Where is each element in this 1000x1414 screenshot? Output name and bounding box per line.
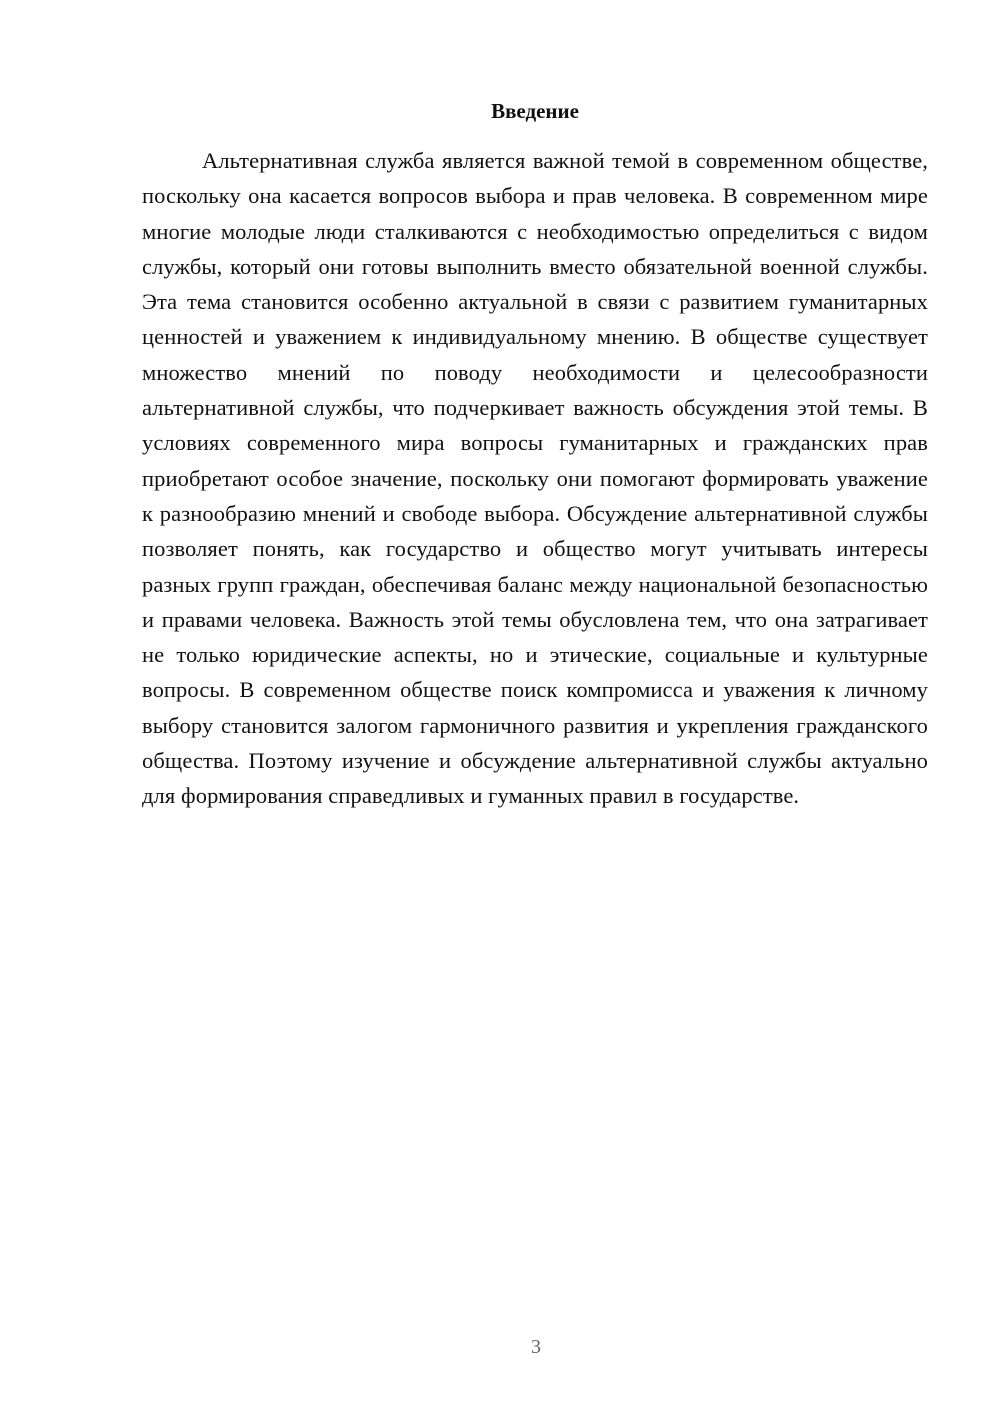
section-heading: Введение [491, 99, 579, 123]
page-number: 3 [531, 1336, 541, 1358]
body-paragraph: Альтернативная служба является важной темой в современном обществе, поскольку она касается вопросов выбора и прав человека. В современном мире многие молодые люди сталкиваются с необходимостью определиться с видом службы, который они готовы выполнить вместо обязательной военной службы. Эта тема становится особенно актуальной в связи с развитием гуманитарных ценностей и уважением к индивидуальному мнению. В обществе существует множество мнений по поводу необходимости и целесообразности альтернативной службы, что подчеркивает важность обсуждения этой темы. В условиях современного мира вопросы гуманитарных и гражданских прав приобретают особое значение, поскольку они помогают формировать уважение к разнообразию мнений и свободе выбора. Обсуждение альтернативной службы позволяет понять, как государство и общество могут учитывать интересы разных групп граждан, обеспечивая баланс между национальной безопасностью и правами человека. Важность этой темы обусловлена тем, что она затрагивает не только юридические аспекты, но и этические, социальные и культурные вопросы. В современном обществе поиск компромисса и уважения к личному выбору становится залогом гармоничного развития и укрепления гражданского общества. Поэтому изучение и обсуждение альтернативной службы актуально для формирования справедливых и гуманных правил в государстве. [142, 148, 928, 809]
